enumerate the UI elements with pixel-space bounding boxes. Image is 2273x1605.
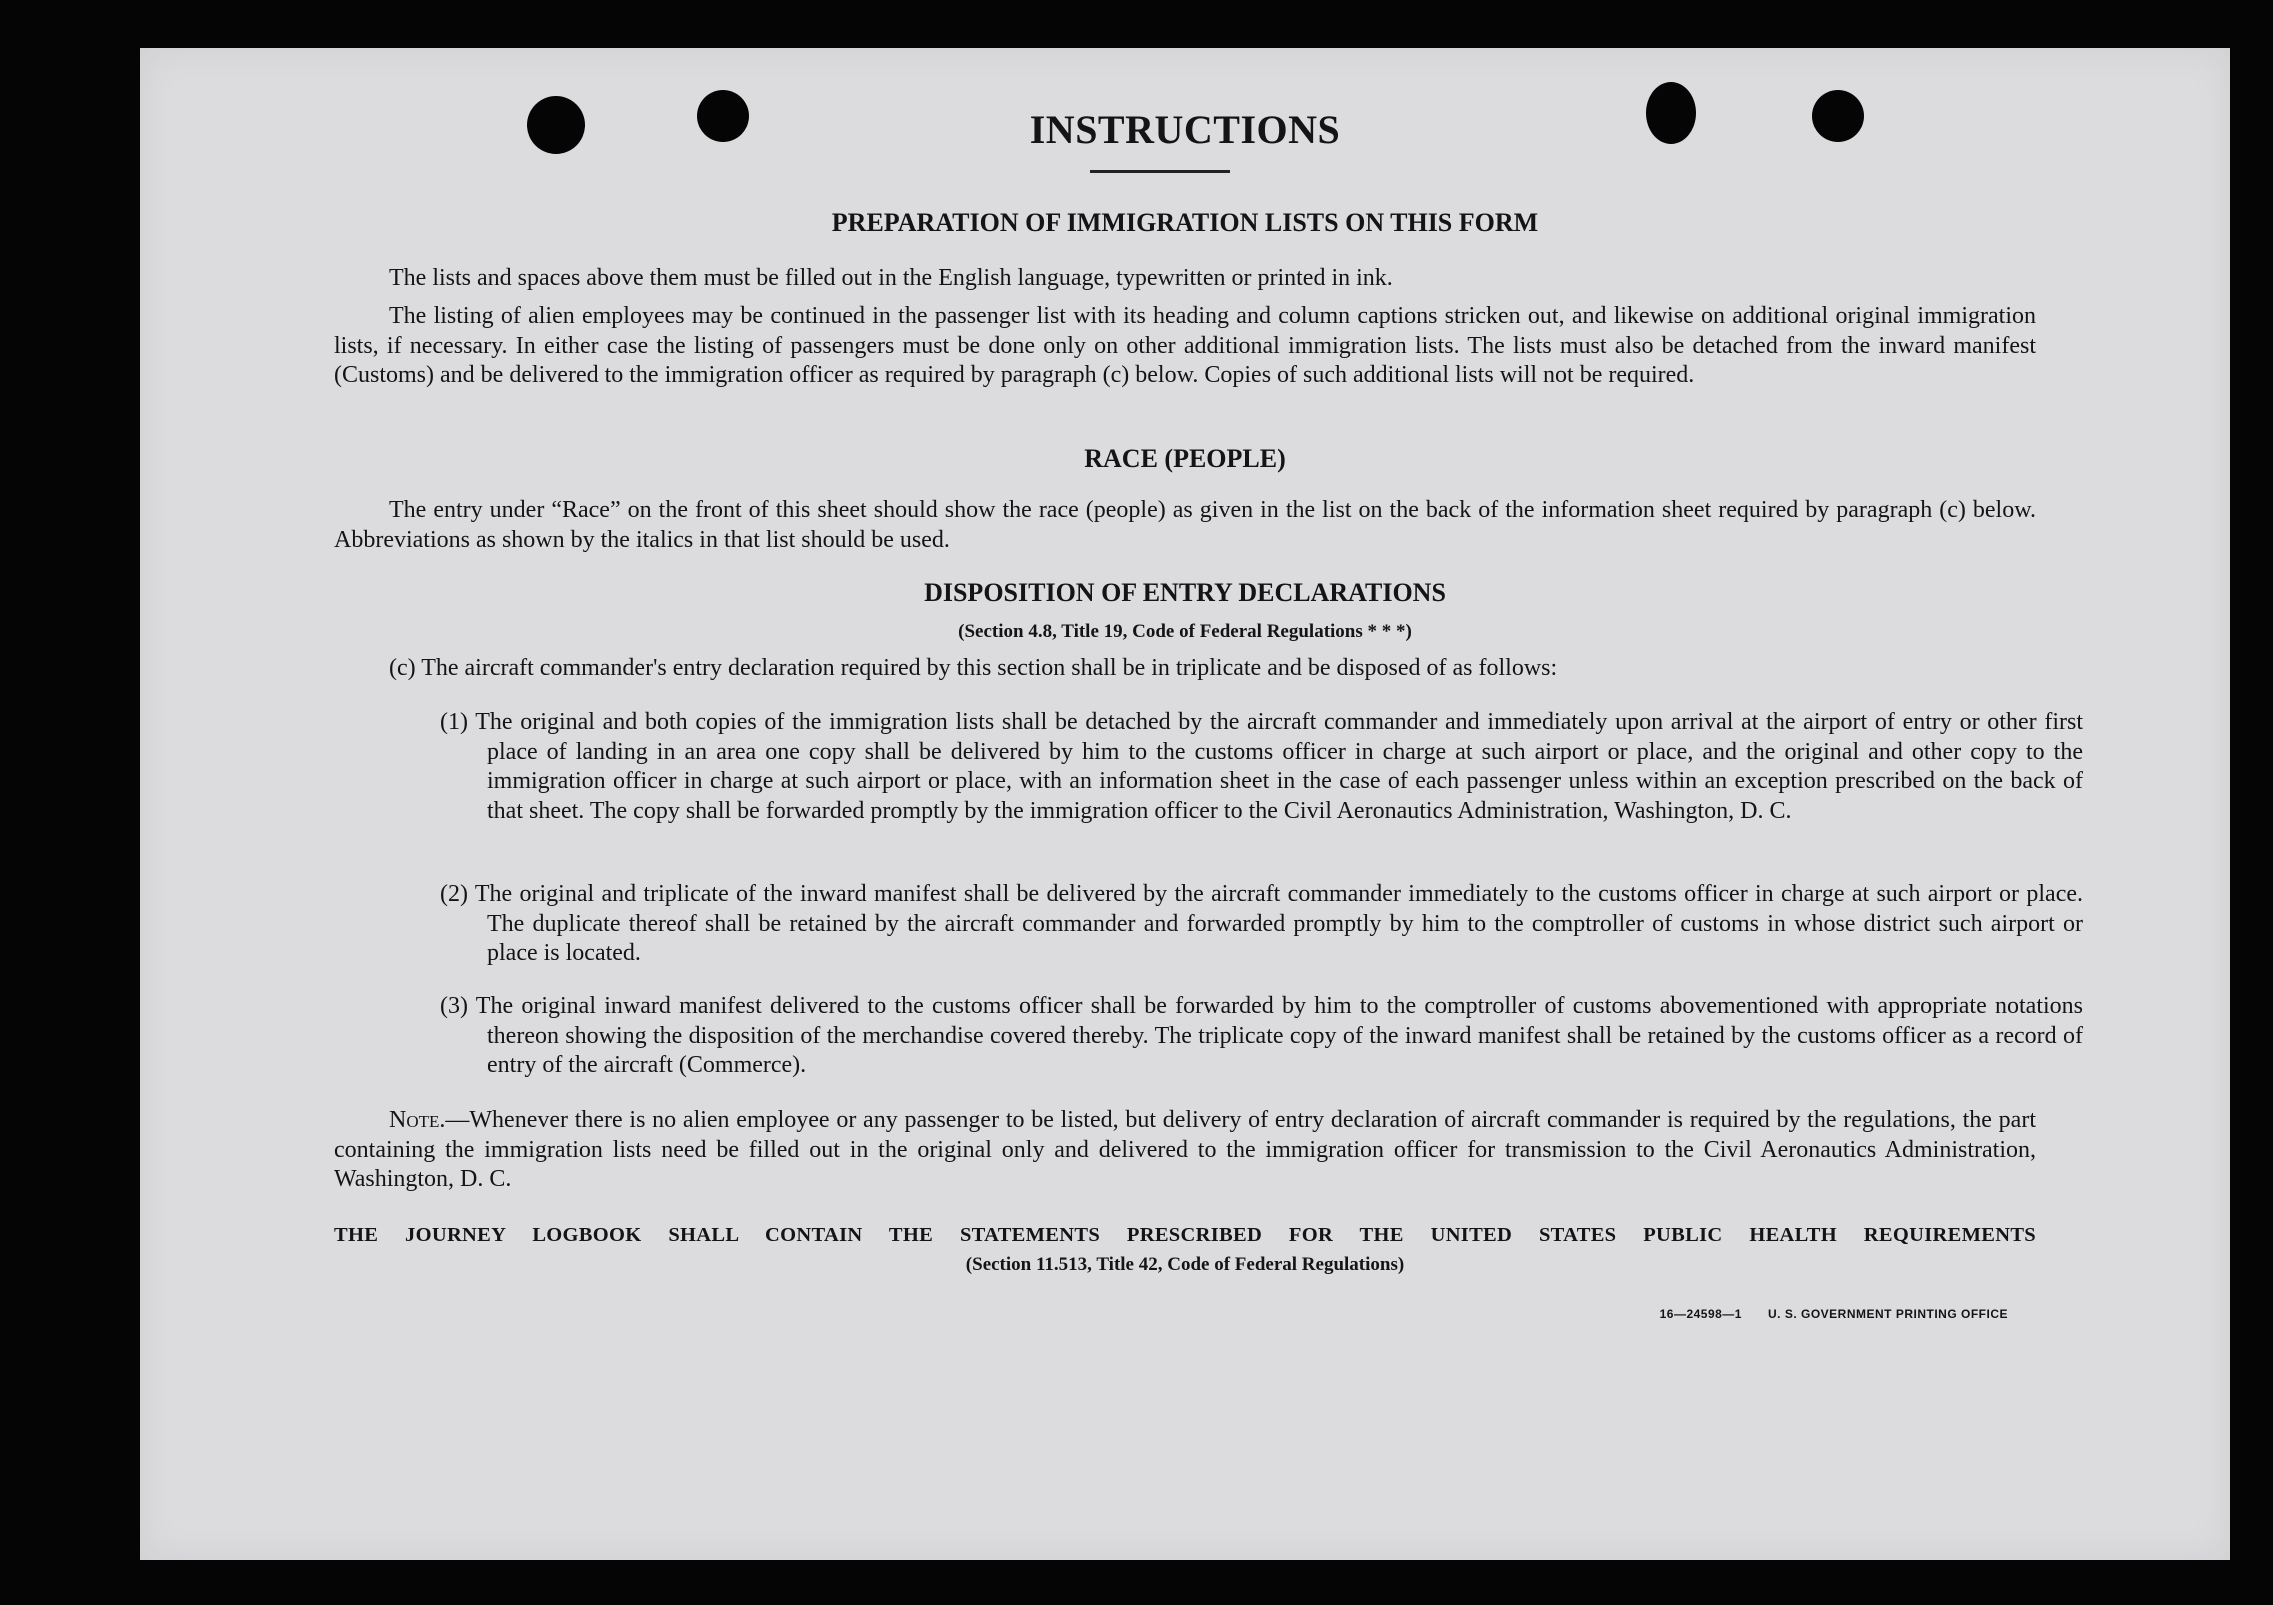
disposition-item-1: (1) The original and both copies of the immigration lists shall be detached by the aircraft commander and immediately upon arrival at the airport of entry or other first place of landing in an area one copy shall be delivered by him to the customs officer in charge at such airport or place, and the original and other copy to the immigration officer in charge at such airport or place, with an information sheet in the case of each passenger unless within an exception prescribed on the back of that sheet. The copy shall be forwarded promptly by the immigration officer to the Civil Aeronautics Administration, Washington, D. C.: [440, 709, 2083, 824]
disposition-item-2: (2) The original and triplicate of the inward manifest shall be delivered by the aircraft commander immediately to the customs officer in charge at such airport or place. The duplicate thereof shall be retained by the aircraft commander and forwarded promptly by him to the comptroller of customs in whose district such airport or place is located.: [440, 881, 2083, 966]
disposition-citation: (Section 4.8, Title 19, Code of Federal Regulations * * *): [958, 621, 1412, 642]
preparation-paragraph-1: The lists and spaces above them must be filled out in the English language, typewritten or printed in ink.: [389, 265, 1393, 291]
form-number: 16—24598—1: [1659, 1307, 1742, 1321]
preparation-heading: PREPARATION OF IMMIGRATION LISTS ON THIS FORM: [831, 208, 1539, 237]
disposition-item-3: (3) The original inward manifest delivered to the customs officer shall be forwarded by him to the comptroller of customs abovementioned with appropriate notations thereon showing the disposition of the merchandise covered thereby. The triplicate copy of the inward manifest shall be retained by the customs officer as a record of entry of the aircraft (Commerce).: [440, 993, 2083, 1078]
title-divider: [1090, 170, 1230, 173]
printer-footer: [1660, 1307, 2008, 1321]
disposition-heading: DISPOSITION OF ENTRY DECLARATIONS: [924, 578, 1446, 607]
note-text: —Whenever there is no alien employee or any passenger to be listed, but delivery of entry declaration of aircraft commander is required by the regulations, the part containing the immigration lists need be filled out in the original only and delivered to the immigration officer for transmission to the Civil Aeronautics Administration, Washington, D. C.: [334, 1107, 2036, 1192]
race-heading: RACE (PEOPLE): [1084, 444, 1286, 473]
preparation-paragraph-2: The listing of alien employees may be continued in the passenger list with its heading and column captions stricken out, and likewise on additional original immigration lists, if necessary. In either case the listing of passengers must be done only on other additional immigration lists. The lists must also be detached from the inward manifest (Customs) and be delivered to the immigration officer as required by paragraph (c) below. Copies of such additional lists will not be required.: [334, 303, 2036, 388]
note-label: Note.: [389, 1107, 446, 1133]
note-paragraph: [334, 1106, 2036, 1195]
document-sheet: [140, 48, 2230, 1560]
race-paragraph: The entry under “Race” on the front of this sheet should show the race (people) as given in the list on the back of the information sheet required by paragraph (c) below. Abbreviations as shown by the italics in that list should be used.: [334, 497, 2036, 553]
printer-name: U. S. GOVERNMENT PRINTING OFFICE: [1767, 1307, 2008, 1321]
page-title: INSTRUCTIONS: [1029, 107, 1341, 152]
logbook-statement: THE JOURNEY LOGBOOK SHALL CONTAIN THE STATEMENTS PRESCRIBED FOR THE UNITED STATES PUBLIC HEALTH REQUIREMENTS: [334, 1224, 2036, 1246]
instructions-content: [140, 48, 2230, 1560]
logbook-citation: (Section 11.513, Title 42, Code of Federal Regulations): [965, 1254, 1405, 1275]
disposition-intro: (c) The aircraft commander's entry declaration required by this section shall be in triplicate and be disposed of as follows:: [389, 655, 1558, 681]
